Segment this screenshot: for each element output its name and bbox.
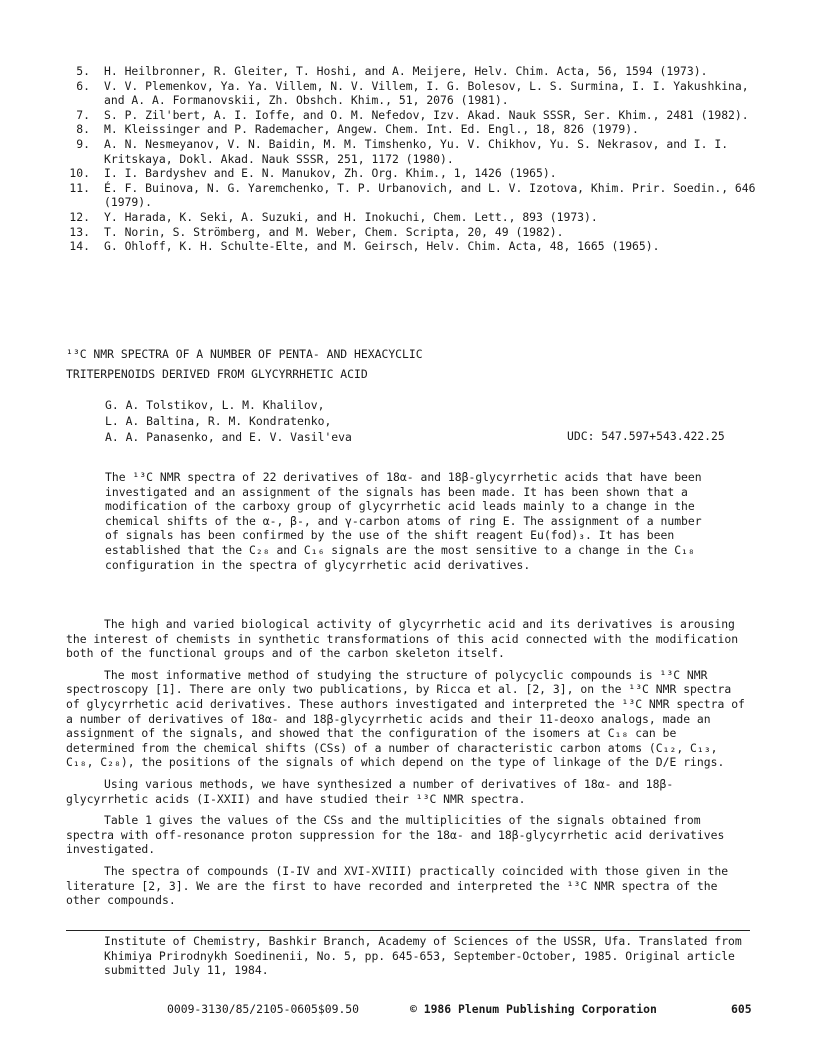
reference-item [56, 210, 776, 225]
author-line: L. A. Baltina, R. M. Kondratenko, [105, 414, 332, 428]
reference-item [56, 181, 776, 210]
reference-text: A. N. Nesmeyanov, V. N. Baidin, M. M. Timshenko, Yu. V. Chikhov, Yu. S. Nekrasov, and I. I. Kritskaya, Dokl. Akad. Nauk SSSR, 251, 1172 (1980). [104, 136, 729, 166]
reference-number: 7. [76, 107, 90, 122]
author-line: A. A. Panasenko, and E. V. Vasil'eva [105, 430, 352, 444]
reference-text: V. V. Plemenkov, Ya. Ya. Villem, N. V. Villem, I. G. Bolesov, L. S. Surmina, I. I. Yakushkina, and A. A. Formanovskii, Zh. Obshch. Khim., 51, 2076 (1981). [104, 78, 749, 108]
body-paragraph: Table 1 gives the values of the CSs and the multiplicities of the signals obtained from spectra with off-resonance proton suppression for the 18α- and 18β-glycyrrhetic acid derivatives investigated. [66, 813, 725, 857]
reference-number: 9. [76, 136, 90, 151]
reference-item [56, 122, 776, 137]
reference-item [56, 225, 776, 240]
reference-number: 12. [69, 209, 90, 224]
copyright-notice: © 1986 Plenum Publishing Corporation [410, 1002, 657, 1016]
reference-number: 5. [76, 64, 90, 78]
reference-text: T. Norin, S. Strömberg, and M. Weber, Chem. Scripta, 20, 49 (1982). [104, 224, 564, 239]
udc-code: UDC: 547.597+543.422.25 [567, 429, 725, 443]
reference-number: 6. [76, 78, 90, 93]
reference-list [56, 64, 776, 254]
article-body [66, 617, 750, 915]
reference-item [56, 79, 776, 108]
reference-item [56, 108, 776, 123]
reference-item [56, 64, 776, 79]
affiliation-footnote [104, 934, 754, 978]
reference-item [56, 137, 776, 166]
reference-text: M. Kleissinger and P. Rademacher, Angew. Chem. Int. Ed. Engl., 18, 826 (1979). [104, 122, 639, 137]
footnote-divider [66, 930, 750, 931]
reference-text: S. P. Zil'bert, A. I. Ioffe, and O. M. Nefedov, Izv. Akad. Nauk SSSR, Ser. Khim., 2481 (1982). [104, 107, 749, 122]
reference-number: 11. [69, 180, 90, 195]
abstract-text: The ¹³C NMR spectra of 22 derivatives of 18α- and 18β-glycyrrhetic acids that have been investigated and an assignment of the signals has been made. It has been shown that a modification of the carboxy group of glycyrrhetic acid leads mainly to a change in the chemical shifts of the α-, β-, and γ-carbon atoms of ring E. The assignment of a number of signals has been confirmed by the use of the shift reagent Eu(fod)₃. It has been established that the C₂₈ and C₁₆ signals are the most sensitive to a change in the C₁₈ configuration in the spectra of glycyrrhetic acid derivatives. [105, 470, 702, 572]
body-paragraph: The most informative method of studying the structure of polycyclic compounds is ¹³C NMR spectroscopy [1]. There are only two publications, by Ricca et al. [2, 3], on the ¹³C NMR spectra of glycyrrhetic acid derivatives. These authors investigated and interpreted the ¹³C NMR spectra of a number of derivatives of 18α- and 18β-glycyrrhetic acids and their 11-deoxo analogs, made an assignment of the signals, and showed that the configuration of the isomers at C₁₈ can be determined from the chemical shifts (CSs) of a number of characteristic carbon atoms (C₁₂, C₁₃, C₁₈, C₂₈), the positions of the signals of which depend on the type of linkage of the D/E rings. [66, 667, 745, 770]
body-paragraph: The high and varied biological activity of glycyrrhetic acid and its derivatives is arousing the interest of chemists in synthetic transformations of this acid connected with the modification both of the functional groups and of the carbon skeleton itself. [66, 617, 739, 661]
reference-number: 13. [69, 224, 90, 239]
reference-item [56, 166, 776, 181]
reference-number: 14. [69, 239, 90, 254]
footnote-text: Institute of Chemistry, Bashkir Branch, Academy of Sciences of the USSR, Ufa. Translated from Khimiya Prirodnykh Soedinenii, No. 5, pp. 645-653, September-October, 1985. Original article submitted July 11, 1984. [104, 934, 742, 978]
author-line: G. A. Tolstikov, L. M. Khalilov, [105, 398, 325, 412]
reference-item [56, 239, 776, 254]
article-title-line: ¹³C NMR SPECTRA OF A NUMBER OF PENTA- AND HEXACYCLIC [66, 347, 423, 361]
page-number: 605 [731, 1002, 752, 1016]
article-price-code: 0009-3130/85/2105-0605$09.50 [167, 1002, 360, 1016]
reference-number: 8. [76, 122, 90, 137]
article-title [66, 344, 666, 384]
page-footer [0, 1002, 816, 1020]
abstract [105, 470, 720, 572]
reference-text: G. Ohloff, K. H. Schulte-Elte, and M. Geirsch, Helv. Chim. Acta, 48, 1665 (1965). [104, 239, 660, 254]
body-paragraph: The spectra of compounds (I-IV and XVI-XVIII) practically coincided with those given in the literature [2, 3]. We are the first to have recorded and interpreted the ¹³C NMR spectra of the other compounds. [66, 863, 729, 908]
reference-text: H. Heilbronner, R. Gleiter, T. Hoshi, and A. Meijere, Helv. Chim. Acta, 56, 1594 (1973). [104, 64, 708, 78]
article-title-line: TRITERPENOIDS DERIVED FROM GLYCYRRHETIC ACID [66, 367, 368, 381]
body-paragraph: Using various methods, we have synthesized a number of derivatives of 18α- and 18β-glycyrrhetic acids (I-XXII) and have studied their ¹³C NMR spectra. [66, 776, 674, 806]
reference-text: I. I. Bardyshev and E. N. Manukov, Zh. Org. Khim., 1, 1426 (1965). [104, 166, 557, 181]
reference-text: É. F. Buinova, N. G. Yaremchenko, T. P. Urbanovich, and L. V. Izotova, Khim. Prir. Soedin., 646 (1979). [104, 180, 756, 210]
reference-text: Y. Harada, K. Seki, A. Suzuki, and H. Inokuchi, Chem. Lett., 893 (1973). [104, 209, 598, 224]
reference-number: 10. [69, 166, 90, 181]
